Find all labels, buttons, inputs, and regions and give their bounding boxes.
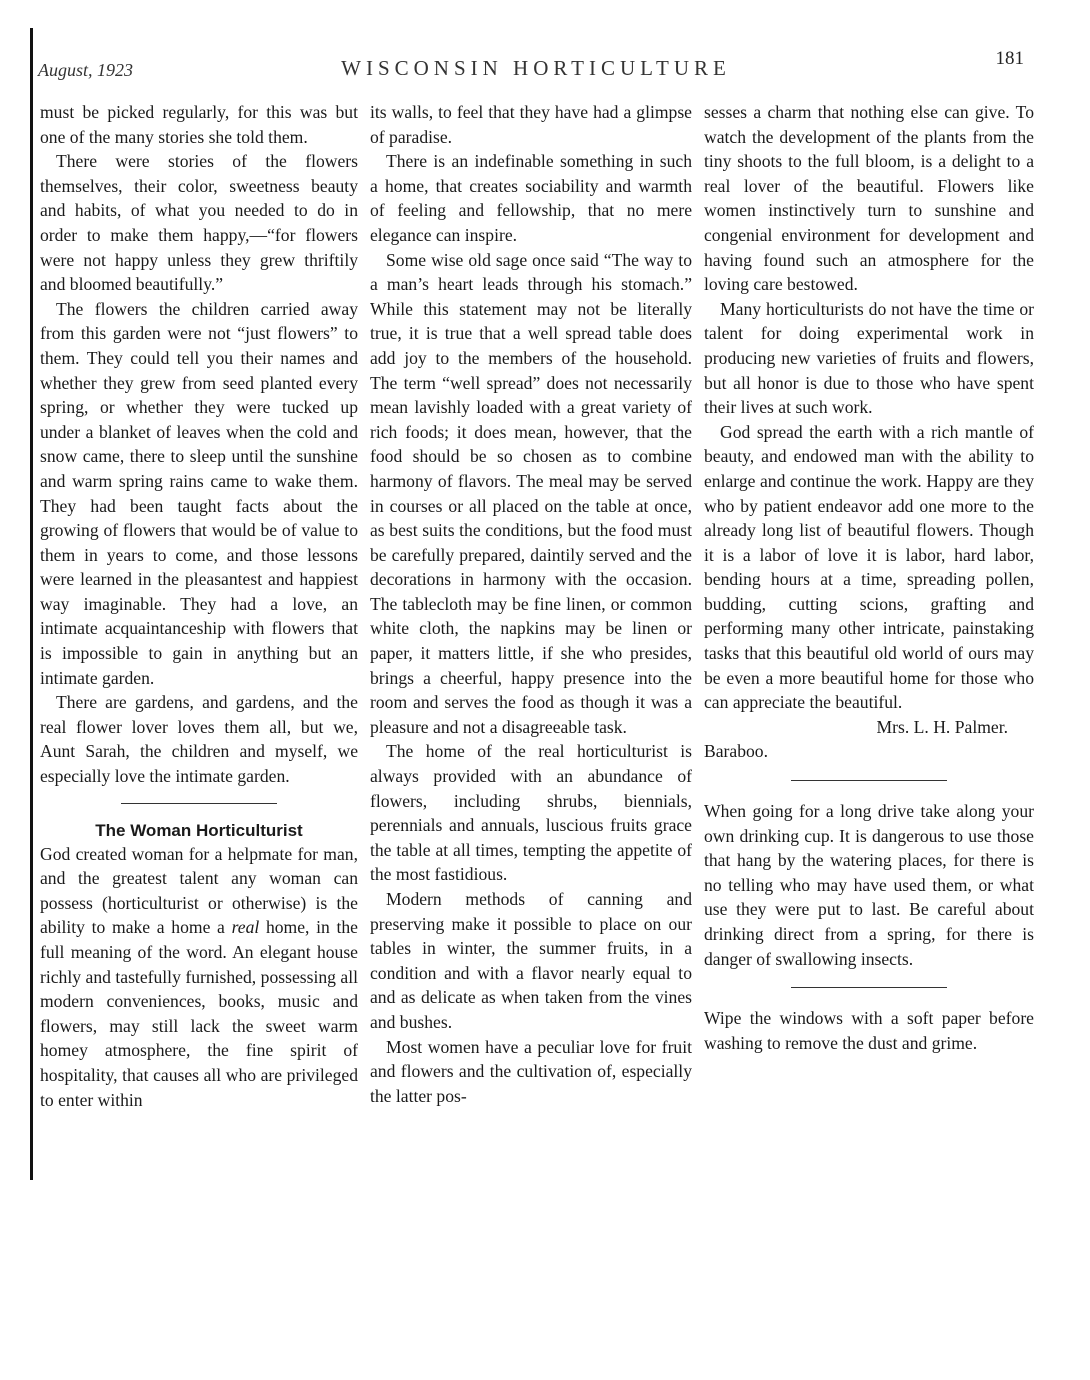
paragraph: There are gardens, and gardens, and the real flower lover loves them all, but we, Aunt Sarah, the children and myself, we especially love the intimate garden.	[40, 692, 358, 787]
article-heading: The Woman Horticulturist	[95, 820, 303, 840]
column-3	[704, 100, 1034, 1055]
paragraph: There is an indefinable something in such a home, that creates sociability and warmth of feeling and fellowship, that no mere elegance can inspire.	[370, 151, 692, 245]
section-divider	[791, 780, 947, 781]
section-divider	[791, 987, 947, 988]
paragraph: Many horticulturists do not have the time or talent for doing experimental work in producing new varieties of fruits and flowers, but all honor is due to those who have spent their lives at such work.	[704, 298, 1034, 418]
text-run: God created woman for a helpmate for man, and the greatest talent any woman can possess (horticulturist or otherwise) is the ability to make a home a	[40, 843, 358, 938]
paragraph: The flowers the children carried away from this garden were not “just flowers” to them. They could tell you their names and whether they grew from seed planted every spring, or whether they were tucked up under a blanket of leaves when the cold and snow came, there to sleep until the sunshine and warm spring rains came to wake them. They had been taught facts about the growing of flowers that would be of value to them in years to come, and those lessons were learned in the pleasantest and happiest way imaginable. They had a love, an intimate acquaintanceship with flowers that is impossible to gain in anything but an intimate garden.	[40, 298, 358, 688]
issue-date: August, 1923	[38, 60, 134, 80]
paragraph: The home of the real horticulturist is always provided with an abundance of flowers, including shrubs, biennials, perennials and annuals, luscious fruits grace the table at all times, tempting the appetite of the most fastidious.	[370, 741, 692, 885]
page-edge-rule	[30, 28, 33, 1180]
paragraph: There were stories of the flowers themselves, their color, sweetness beauty and habits, of what you needed to do in order to make them happy,—“for flowers were not happy unless they grew thriftily and bloomed beautifully.”	[40, 151, 358, 295]
paragraph: Modern methods of canning and preserving make it possible to place on our tables in winter, the summer fruits, in a condition and with a flavor nearly equal to and as delicate as when taken from the vines and bushes.	[370, 889, 692, 1032]
paragraph: When going for a long drive take along your own drinking cup. It is dangerous to use those that hang by the watering places, for there is no telling who may have used them, or what use they were put to last. Be careful about drinking direct from a spring, for there is danger of swallowing insects.	[704, 801, 1034, 969]
author-location: Baraboo.	[704, 741, 769, 762]
section-divider	[121, 803, 277, 804]
emphasis-text: real	[231, 917, 260, 938]
paragraph: sesses a charm that nothing else can give. To watch the development of the plants from the tiny shoots to the full bloom, is a delight to a real lover of the beautiful. Flowers like women instinctively turn to sunshine and congenial environment for development and having found such an atmosphere for the loving care bestowed.	[704, 102, 1034, 295]
text-run: home, in the full meaning of the word. An elegant house richly and tastefully furnished, possessing all modern conveniences, books, music and flowers, may still lack the sweet warm homey atmosphere, the fine spirit of hospitality, that causes all who are privileged to enter within	[40, 917, 358, 1110]
column-1	[40, 100, 358, 1112]
author-signature: Mrs. L. H. Palmer.	[876, 716, 1008, 737]
paragraph: God spread the earth with a rich mantle of beauty, and endowed man with the ability to enlarge and continue the work. Happy are they who by patient endeavor add one more to the already long list of beautiful flowers. Though it is a labor of love it is labor, hard labor, bending hours at a time, spreading pollen, budding, cutting scions, grafting and performing many other intricate, painstaking tasks that this beautiful old world of ours may be even a more beautiful home for those who can appreciate the beautiful.	[704, 421, 1034, 713]
paragraph: Wipe the windows with a soft paper before washing to remove the dust and grime.	[704, 1008, 1034, 1053]
page-header	[36, 48, 1036, 88]
paragraph: Most women have a peculiar love for fruit and flowers and the cultivation of, especially the latter pos-	[370, 1036, 692, 1106]
paragraph: must be picked regularly, for this was but one of the many stories she told them.	[40, 102, 358, 147]
paragraph: Some wise old sage once said “The way to a man’s heart leads through his stomach.” While this statement may not be literally true, it is true that a well spread table does add joy to the members of the household. The term “well spread” does not necessarily mean lavishly loaded with a great variety of rich foods; it does mean, however, that the food should be so chosen as to combine harmony of flavors. The meal may be served in courses or all placed on the table at once, as best suits the conditions, but the food must be carefully prepared, daintily served and the decorations in harmony with the occasion. The tablecloth may be fine linen, or common white cloth, the napkins may be linen or paper, it matters little, if she who presides, brings a cheerful, happy presence into the room and serves the food as though it was a pleasure and not a disagreeable task.	[370, 249, 692, 737]
paragraph	[40, 842, 358, 1113]
paragraph: its walls, to feel that they have had a glimpse of paradise.	[370, 102, 692, 147]
page-number: 181	[995, 48, 1024, 69]
journal-title: WISCONSIN HORTICULTURE	[341, 56, 731, 80]
column-2	[370, 100, 692, 1108]
